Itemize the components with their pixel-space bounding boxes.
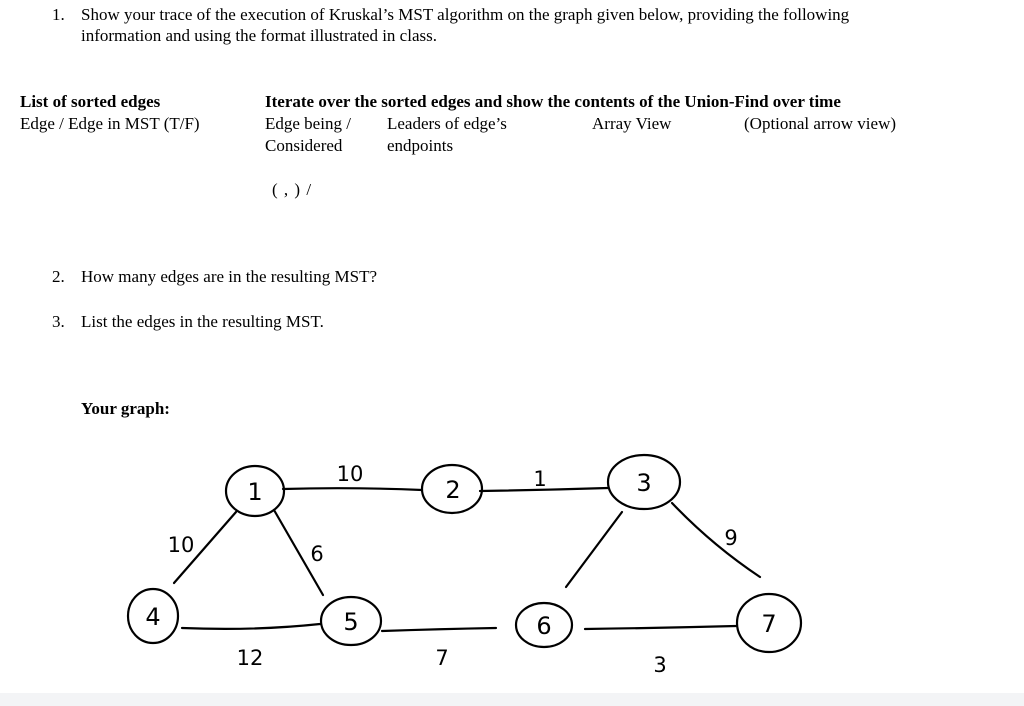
question-1-text-line-2: information and using the format illustrated in class.: [81, 26, 437, 45]
edge-weight-5-6: 7: [435, 646, 449, 670]
page-bottom-edge: [0, 693, 1024, 706]
edge-being-considered-label-2: Considered: [265, 136, 343, 155]
question-1-text-line-1: Show your trace of the execution of Kruskal’s MST algorithm on the graph given below, providing the following: [81, 5, 850, 24]
question-3-number: 3.: [52, 312, 65, 331]
edge-weight-1-4: 10: [167, 533, 195, 557]
array-view-label: Array View: [592, 114, 672, 133]
graph-edge-1-2: [283, 488, 422, 490]
edge-template-row: ( , ) /: [272, 180, 313, 199]
graph-edge-6-7: [585, 626, 736, 629]
edge-weight-1-2: 10: [336, 462, 364, 486]
question-3-text: List the edges in the resulting MST.: [81, 312, 324, 331]
edge-being-considered-label-1: Edge being /: [265, 114, 351, 133]
optional-arrow-view-label: (Optional arrow view): [744, 114, 897, 133]
graph-node-label: 2: [445, 476, 461, 504]
edge-weight-1-5: 6: [310, 542, 324, 566]
edge-weight-2-3: 1: [533, 467, 547, 491]
graph-node-label: 7: [761, 610, 777, 638]
graph-edge-3-7: [672, 503, 760, 577]
graph-node-label: 5: [343, 608, 359, 636]
leaders-label-1: Leaders of edge’s: [387, 114, 507, 133]
graph-edge-4-5: [182, 624, 320, 629]
union-find-heading: Iterate over the sorted edges and show the contents of the Union-Find over time: [265, 92, 841, 111]
graph-node-label: 1: [247, 478, 263, 506]
question-1-number: 1.: [52, 5, 65, 24]
graph-node-label: 3: [636, 469, 652, 497]
question-2-text: How many edges are in the resulting MST?: [81, 267, 378, 286]
sorted-edges-subheading: Edge / Edge in MST (T/F): [20, 114, 200, 133]
graph-node-label: 6: [536, 612, 552, 640]
graph-node-label: 4: [145, 603, 161, 631]
edge-weight-6-7: 3: [653, 653, 667, 677]
edge-weight-4-5: 12: [236, 646, 264, 670]
sorted-edges-heading: List of sorted edges: [20, 92, 161, 111]
graph-edge-5-6: [382, 628, 496, 631]
question-2-number: 2.: [52, 267, 65, 286]
leaders-label-2: endpoints: [387, 136, 454, 155]
graph-edge-3-6: [566, 512, 622, 587]
edge-weight-3-7: 9: [724, 526, 738, 550]
graph-label: Your graph:: [81, 399, 170, 418]
